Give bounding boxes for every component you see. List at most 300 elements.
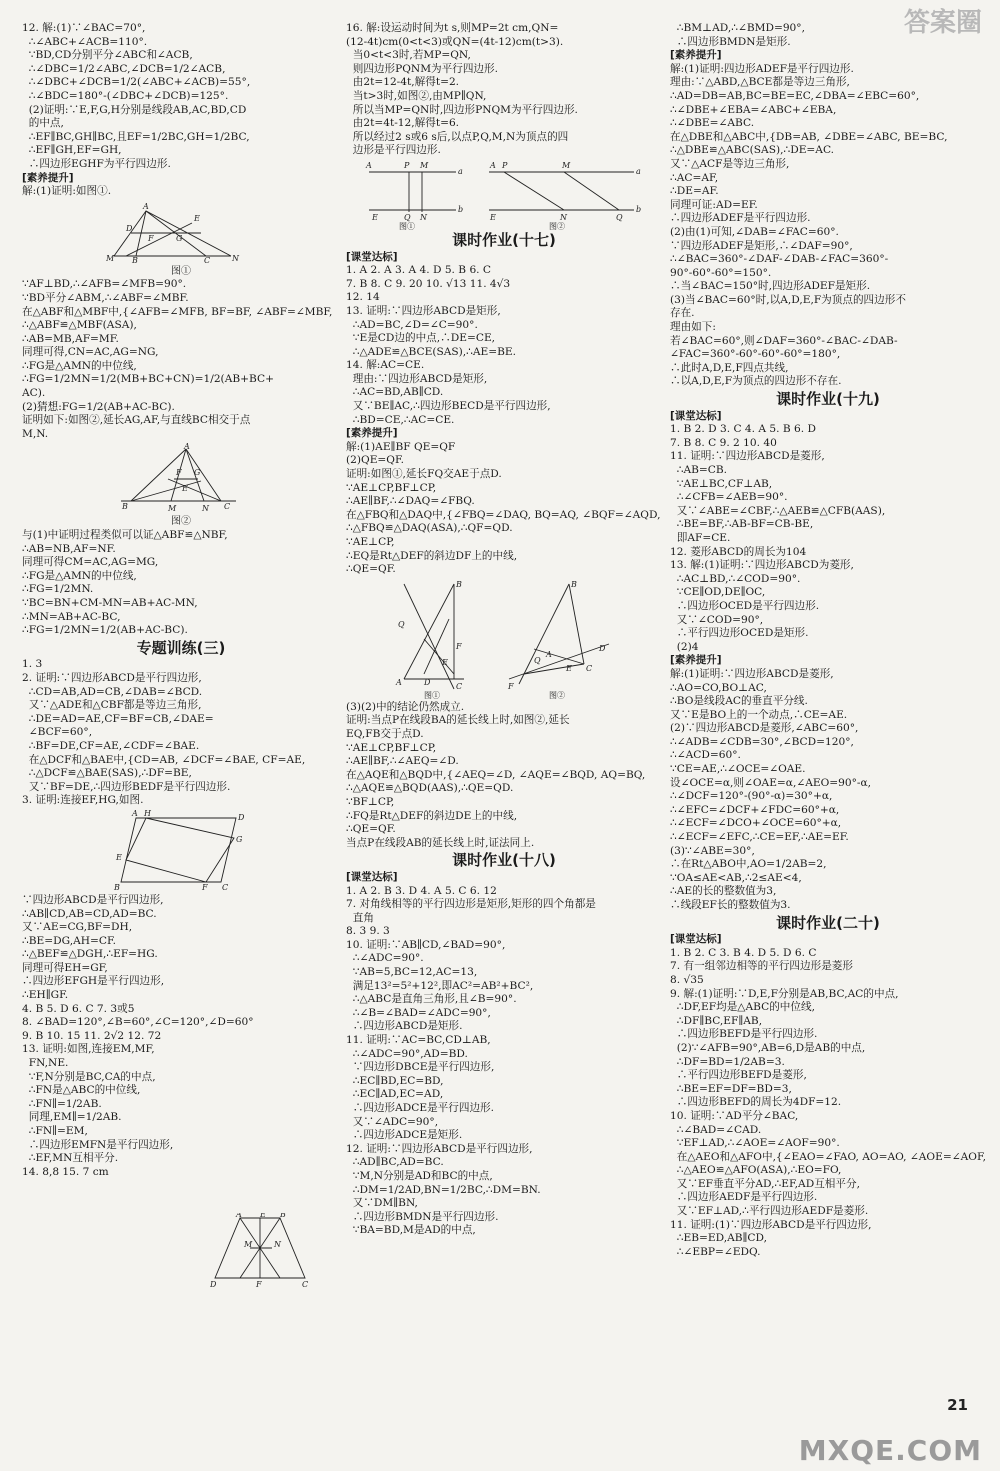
proof-figure-1 — [394, 579, 474, 699]
answer-line: 边形是平行四边形. — [346, 144, 441, 157]
figure-caption: 图② — [549, 221, 565, 230]
svg-text:M: M — [420, 160, 429, 170]
answer-line: 14. 解:AC=CE. — [346, 359, 425, 372]
answer-line: 与(1)中证明过程类似可以证△ABF≌△NBF, — [22, 529, 228, 542]
subsection-tag: [素养提升] — [22, 171, 74, 184]
svg-text:Q: Q — [398, 619, 405, 629]
answer-line: 13. 证明:如图,连接EM,MF, — [22, 1043, 155, 1056]
answer-line: 1. B 2. C 3. B 4. D 5. D 6. C — [670, 946, 817, 959]
answer-line: ∴∠DBE+∠EBA=∠ABC+∠EBA, — [670, 103, 837, 116]
svg-text:M: M — [562, 160, 571, 170]
svg-text:G: G — [236, 834, 243, 844]
answer-line: 1. A 2. A 3. A 4. D 5. B 6. C — [346, 264, 492, 277]
svg-text:N: N — [274, 1240, 281, 1249]
answer-line: 1. A 2. B 3. D 4. A 5. C 6. 12 — [346, 884, 497, 897]
answer-line: ∴△ABC是直角三角形,且∠B=90°. — [346, 993, 517, 1006]
answer-line: 解:(1)证明:如图①. — [22, 185, 112, 198]
svg-text:M: M — [168, 504, 177, 514]
svg-text:P: P — [502, 160, 508, 170]
svg-text:B: B — [571, 579, 577, 589]
answer-line: ∴△DBE≌△ABC(SAS),∴DE=AC. — [670, 144, 835, 157]
answer-line: ∵AF⊥BD,∴∠AFB=∠MFB=90°. — [22, 278, 187, 291]
answer-line: ∴此时A,D,E,F四点共线, — [670, 361, 789, 374]
answer-line: ∴∠ACD=60°. — [670, 749, 741, 762]
answer-line: 7. B 8. C 9. 20 10. √13 11. 4√3 — [346, 277, 511, 290]
answer-line: ∴AD=DB=AB,BC=BE=EC,∠DBA=∠EBC=60°, — [670, 89, 920, 102]
answer-line: 8. 3 9. 3 — [346, 925, 390, 938]
answer-line: ∵E是CD边的中点,∴DE=CE, — [346, 332, 496, 345]
answer-line: ∴四边形BEFD的周长为4DF=12. — [670, 1096, 842, 1109]
figure-caption: 图① — [399, 221, 415, 230]
figure-caption: 图② — [171, 516, 191, 528]
trapezoid-figure — [210, 1213, 310, 1288]
page-number: 21 — [947, 1396, 968, 1414]
answer-line: ∴∠BAC=360°-∠DAF-∠DAB-∠FAC=360°- — [670, 253, 889, 266]
svg-text:E: E — [116, 852, 122, 862]
answer-line: 又∵△ACF是等边三角形, — [670, 157, 790, 170]
answer-line: 12. 解:(1)∵∠BAC=70°, — [22, 22, 146, 34]
proof-figure-2 — [504, 579, 614, 699]
answer-line: (3)当∠BAC=60°时,以A,D,E,F为顶点的四边形不 — [670, 293, 906, 306]
answer-line: 又∵BF=DE,∴四边形BEDF是平行四边形. — [22, 780, 231, 793]
answer-line: ∴AC⊥BD,∴∠COD=90°. — [670, 572, 801, 585]
answer-line: ∴EC∥AD,EC=AD, — [346, 1088, 444, 1101]
answer-line: 90°-60°-60°=150°. — [670, 266, 772, 279]
answer-line: M,N. — [22, 427, 49, 440]
svg-text:N: N — [232, 253, 239, 263]
svg-text:C: C — [204, 255, 211, 263]
answer-line: ∴BE=BF,∴AB-BF=CB-BE, — [670, 518, 814, 531]
answer-line: ∴FG是△AMN的中位线, — [22, 569, 137, 582]
answer-line: 又∵EF⊥AD,∴平行四边形AEDF是菱形. — [670, 1205, 869, 1218]
answer-line: ∴FN是△ABC的中位线, — [22, 1084, 141, 1097]
svg-text:G: G — [194, 468, 201, 478]
svg-text:A: A — [490, 160, 496, 170]
svg-text:E: E — [442, 657, 448, 667]
answer-line: 10. 证明:∵AB∥CD,∠BAD=90°, — [346, 938, 506, 951]
svg-text:M: M — [106, 253, 115, 263]
answer-line: FN,NE. — [22, 1057, 69, 1070]
answer-line: (3)(2)中的结论仍然成立. — [346, 700, 465, 713]
answer-line: ∵BD平分∠ABM,∴∠ABF=∠MBF. — [22, 291, 189, 304]
answer-line: 由2t=12-4t,解得t=2. — [346, 76, 460, 89]
answer-line: ∴EH∥GF. — [22, 989, 69, 1002]
svg-text:E: E — [260, 1213, 266, 1219]
answer-line: (2)由(1)可知,∠DAB=∠FAC=60°. — [670, 225, 839, 238]
section-heading: 课时作业(十七) — [452, 230, 556, 249]
answer-line: 1. 3 — [22, 658, 43, 671]
answer-line: ∴平行四边形OCED是矩形. — [670, 627, 809, 640]
answer-line: 又∵EF垂直平分AD,∴EF,AD互相平分, — [670, 1177, 860, 1190]
svg-text:E: E — [490, 212, 496, 222]
answer-line: ∵AB=5,BC=12,AC=13, — [346, 966, 478, 979]
answer-line: 直角 — [346, 911, 374, 924]
svg-text:E: E — [182, 484, 188, 494]
answer-line: ∴BM⊥AD,∴∠BMD=90°, — [670, 22, 805, 34]
answer-line: 12. 证明:∵四边形ABCD是平行四边形, — [346, 1142, 533, 1155]
svg-text:D: D — [210, 1280, 217, 1288]
answer-line: ∴FN∥=1/2AB. — [22, 1097, 102, 1110]
answer-line: AC). — [22, 387, 46, 400]
answer-line: 当点P在线段AB的延长线上时,证法同上. — [346, 836, 535, 849]
answer-line: ∴∠ECF=∠DCO+∠OCE=60°+α, — [670, 817, 842, 830]
column-3 — [670, 22, 986, 1259]
answer-line: 又∵∠COD=90°, — [670, 613, 764, 626]
answer-line: 14. 8,8 15. 7 cm — [22, 1165, 109, 1178]
answer-line: 同理可证:AD=EF. — [670, 198, 758, 211]
answer-line: ∴四边形AEDF是平行四边形. — [670, 1191, 818, 1204]
svg-text:Q: Q — [616, 212, 623, 222]
answer-line: 又∵AE=CG,BF=DH, — [22, 921, 133, 934]
svg-text:D: D — [126, 223, 133, 233]
answer-line: 7. B 8. C 9. 2 10. 40 — [670, 436, 777, 449]
svg-text:N: N — [420, 212, 427, 222]
answer-line: ∴△ADE≌△BCE(SAS),∴AE=BE. — [346, 345, 517, 358]
answer-line: ∵M,N分别是AD和BC的中点, — [346, 1169, 493, 1182]
answer-line: ∴在Rt△ABO中,AO=1/2AB=2, — [670, 858, 827, 871]
answer-line: ∵OA≤AE<AB,∴2≤AE<4, — [670, 871, 802, 884]
answer-line: ∴BD=CE,∴AC=CE. — [346, 413, 455, 426]
answer-line: ∴∠ADB=∠CDB=30°,∠BCD=120°, — [670, 735, 854, 748]
answer-line: ∴∠ECF=∠EFC,∴CE=EF,∴AE=EF. — [670, 831, 849, 844]
svg-text:A: A — [236, 1213, 242, 1219]
svg-text:B: B — [122, 502, 128, 512]
svg-text:E: E — [372, 212, 378, 222]
svg-text:B: B — [280, 1213, 286, 1219]
answer-line: 13. 解:(1)证明:∵四边形ABCD为菱形, — [670, 559, 854, 572]
svg-text:N: N — [560, 212, 567, 222]
svg-text:E: E — [194, 213, 200, 223]
answer-line: 由2t=4t-12,解得t=6. — [346, 117, 460, 130]
answer-line: ∵四边形DBCE是平行四边形, — [346, 1061, 495, 1074]
answer-line: 即AF=CE. — [670, 531, 731, 544]
answer-line: 理由:∵△ABD,△BCE都是等边三角形, — [670, 76, 850, 89]
answer-line: 所以经过2 s或6 s后,以点P,Q,M,N为顶点的四 — [346, 130, 569, 143]
answer-line: ∴当∠BAC=150°时,四边形ADEF是矩形. — [670, 280, 871, 293]
svg-text:C: C — [222, 882, 229, 892]
answer-line: 1. B 2. D 3. C 4. A 5. B 6. D — [670, 423, 817, 436]
answer-line: ∴四边形ABCD是矩形. — [346, 1020, 463, 1033]
answer-line: (2)∵∠AFB=90°,AB=6,D是AB的中点, — [670, 1041, 866, 1054]
answer-line: ∴∠EFC=∠DCF+∠FDC=60°+α, — [670, 803, 840, 816]
svg-text:Q: Q — [534, 655, 541, 665]
answer-line: ∴∠DBE=∠ABC. — [670, 117, 755, 130]
svg-text:b: b — [458, 204, 464, 214]
answer-line: 同理可得,CN=AC,AG=NG, — [22, 346, 159, 359]
answer-line: ∴四边形BEFD是平行四边形. — [670, 1028, 818, 1041]
column-2 — [346, 22, 662, 1238]
svg-text:A: A — [143, 201, 149, 211]
answer-line: ∴DE=AD=AE,CF=BF=CB,∠DAE= — [22, 712, 214, 725]
answer-line: 12. 菱形ABCD的周长为104 — [670, 545, 807, 558]
answer-line: ∴DF∥BC,EF∥AB, — [670, 1014, 763, 1027]
figure-caption: 图① — [424, 690, 440, 699]
answer-line: ∴线段EF长的整数值为3. — [670, 899, 791, 911]
answer-line: 证明:如图①,延长FQ交AE于点D. — [346, 468, 502, 481]
answer-line: ∴∠DCF=120°-(90°-α)=30°+α, — [670, 790, 833, 803]
answer-line: 12. 14 — [346, 291, 380, 304]
answer-line: ∴AC=AF, — [670, 171, 719, 184]
answer-line: ∵CE=AE,∴∠OCE=∠OAE. — [670, 763, 806, 776]
answer-line: 16. 解:设运动时间为t s,则MP=2t cm,QN= — [346, 22, 559, 34]
watermark-top: 答案圈 — [903, 8, 982, 38]
answer-line: 在△AQE和△BQD中,{∠AEQ=∠D, ∠AQE=∠BQD, AQ=BQ, — [346, 768, 646, 781]
svg-text:F: F — [176, 468, 182, 478]
answer-line: ∴△DCF≌△BAE(SAS),∴DF=BE, — [22, 767, 192, 780]
answer-line: ∴DE=AF. — [670, 185, 719, 198]
answer-line: ∵BD,CD分别平分∠ABC和∠ACB, — [22, 49, 193, 62]
answer-line: 同理可得CM=AC,AG=MG, — [22, 556, 159, 569]
answer-line: ∴∠B=∠BAD=∠ADC=90°, — [346, 1006, 491, 1019]
answer-line: 所以当MP=QN时,四边形PNQM为平行四边形. — [346, 103, 578, 116]
answer-line: 同理,EM∥=1/2AB. — [22, 1111, 122, 1124]
svg-text:A: A — [396, 677, 402, 687]
answer-line: 10. 证明:∵AD平分∠BAC, — [670, 1109, 799, 1122]
answer-line: ∴四边形ADCE是矩形. — [346, 1129, 463, 1142]
triangle-figure-2 — [116, 443, 246, 513]
answer-line: 同理可得EH=GF, — [22, 961, 108, 974]
subsection-tag: [课堂达标] — [670, 933, 722, 946]
answer-line: ∴∠DBC+∠DCB=1/2(∠ABC+∠ACB)=55°, — [22, 76, 251, 89]
answer-line: 的中点, — [22, 117, 64, 130]
answer-line: 8. ∠BAD=120°,∠B=60°,∠C=120°,∠D=60° — [22, 1016, 254, 1029]
svg-text:E: E — [566, 663, 572, 673]
answer-line: ∴四边形ADCE是平行四边形. — [346, 1102, 495, 1114]
answer-line: 证明如下:如图②,延长AG,AF,与直线BC相交于点 — [22, 414, 251, 427]
figure-caption: 图② — [549, 690, 565, 699]
answer-line: ∴BE=EF=DF=BD=3, — [670, 1082, 792, 1095]
answer-line: ∵四边形ABCD是平行四边形, — [22, 893, 164, 906]
answer-line: 又∵△ADE和△CBF都是等边三角形, — [22, 699, 202, 712]
answer-line: (2)∵四边形ABCD是菱形,∠ABC=60°, — [670, 722, 859, 735]
answer-line: ∴FN∥=EM, — [22, 1125, 88, 1137]
answer-line: ∴EB=ED,AB∥CD, — [670, 1232, 768, 1245]
section-heading: 课时作业(十九) — [776, 390, 880, 409]
svg-text:C: C — [456, 681, 463, 691]
answer-line: 8. √35 — [670, 973, 704, 986]
subsection-tag: [课堂达标] — [670, 409, 722, 422]
section-heading: 课时作业(二十) — [776, 913, 880, 932]
answer-line: 13. 证明:∵四边形ABCD是矩形, — [346, 304, 501, 317]
svg-text:H: H — [144, 809, 151, 818]
svg-text:F: F — [456, 641, 462, 651]
answer-line: 在△DCF和△BAE中,{CD=AB, ∠DCF=∠BAE, CF=AE, — [22, 753, 306, 766]
answer-line: ∴EF∥GH,EF=GH, — [22, 144, 122, 157]
answer-line: 证明:当点P在线段BA的延长线上时,如图②,延长 — [346, 714, 570, 727]
answer-line: ∴AD=BC,∠D=∠C=90°. — [346, 318, 478, 331]
answer-line: 在△DBE和△ABC中,{DB=AB, ∠DBE=∠ABC, BE=BC, — [670, 130, 948, 143]
svg-text:D: D — [238, 812, 245, 822]
watermark-bottom: MXQE.COM — [798, 1434, 982, 1467]
svg-text:a: a — [636, 166, 641, 176]
answer-line: ∴EF∥BC,GH∥BC,且EF=1/2BC,GH=1/2BC, — [22, 130, 250, 143]
svg-text:A: A — [132, 809, 138, 818]
answer-line: ∴AB=CB. — [670, 464, 728, 476]
answer-line: ∵四边形ADEF是矩形,∴∠DAF=90°, — [670, 239, 853, 252]
answer-line: ∴BO是线段AC的垂直平分线. — [670, 695, 808, 708]
answer-line: ∴AE∥BF,∴∠AEQ=∠D. — [346, 755, 459, 768]
answer-line: ∴AB∥CD,AB=CD,AD=BC. — [22, 907, 157, 920]
answer-line: ∴以A,D,E,F为顶点的四边形不存在. — [670, 375, 842, 388]
svg-text:B: B — [132, 255, 138, 263]
answer-line: 11. 证明:∵四边形ABCD是菱形, — [670, 450, 825, 463]
answer-line: (2)猜想:FG=1/2(AB+AC-BC). — [22, 400, 175, 413]
answer-line: ∴BE=DG,AH=CF. — [22, 934, 117, 947]
answer-line: 在△FBQ和△DAQ中,{∠FBQ=∠DAQ, BQ=AQ, ∠BQF=∠AQD, — [346, 508, 661, 521]
answer-line: ∵AE⊥CP, — [346, 536, 395, 548]
answer-line: ∵BC=BN+CM-MN=AB+AC-MN, — [22, 597, 198, 609]
svg-text:B: B — [456, 579, 462, 589]
answer-line: ∴四边形EFGH是平行四边形, — [22, 975, 165, 988]
answer-line: (2)证明:∵E,F,G,H分别是线段AB,AC,BD,CD — [22, 103, 247, 116]
answer-line: EQ,FB交于点D. — [346, 727, 424, 740]
subsection-tag: [素养提升] — [670, 49, 722, 62]
answer-line: ∴EQ是Rt△DEF的斜边DF上的中线, — [346, 549, 518, 562]
answer-line: 又∵DM∥BN, — [346, 1197, 418, 1210]
svg-text:A: A — [546, 649, 552, 659]
answer-line: ∵F,N分别是BC,CA的中点, — [22, 1070, 156, 1083]
answer-line: 理由如下: — [670, 321, 716, 334]
answer-line: ∴△FBQ≌△DAQ(ASA),∴QF=QD. — [346, 522, 513, 535]
answer-line: ∴△AEO≌△AFO(ASA),∴EO=FO, — [670, 1164, 842, 1177]
answer-line: ∵BF⊥CP, — [346, 795, 395, 808]
answer-line: ∴△AQE≌△BQD(AAS),∴QE=QD. — [346, 782, 514, 795]
answer-line: ∴AD∥BC,AD=BC. — [346, 1156, 444, 1169]
answer-line: 7. 有一组邻边相等的平行四边形是菱形 — [670, 960, 853, 973]
answer-line: ∴∠ADC=90°. — [346, 952, 424, 965]
answer-line: ∴△BEF≌△DGH,∴EF=HG. — [22, 948, 158, 961]
answer-line: ∴∠CFB=∠AEB=90°. — [670, 491, 788, 504]
svg-text:F: F — [148, 233, 154, 243]
svg-text:C: C — [224, 502, 231, 512]
answer-line: ∴四边形EGHF为平行四边形. — [22, 157, 171, 170]
answer-line: ∴FG是△AMN的中位线, — [22, 359, 137, 372]
svg-text:P: P — [404, 160, 410, 170]
answer-line: ∴DM=1/2AD,BN=1/2BC,∴DM=BN. — [346, 1183, 541, 1196]
svg-text:D: D — [424, 677, 431, 687]
answer-line: 又∵BE∥AC,∴四边形BECD是平行四边形, — [346, 400, 551, 413]
answer-line: ∴四边形ADEF是平行四边形. — [670, 212, 811, 225]
answer-line: ∴EF,MN互相平分. — [22, 1152, 119, 1165]
answer-line: ∴∠DBC=1/2∠ABC,∠DCB=1/2∠ACB, — [22, 62, 226, 75]
subsection-tag: [素养提升] — [670, 654, 722, 667]
answer-line: 7. 对角线相等的平行四边形是矩形,矩形的四个角都是 — [346, 898, 596, 911]
answer-line: 在△AEO和△AFO中,{∠EAO=∠FAO, AO=AO, ∠AOE=∠AOF, — [670, 1150, 986, 1163]
answer-line: ∴△ABF≌△MBF(ASA), — [22, 319, 137, 332]
svg-text:B: B — [114, 882, 120, 892]
svg-text:a: a — [458, 166, 463, 176]
answer-line: 2. 证明:∵四边形ABCD是平行四边形, — [22, 671, 202, 684]
parallelogram-figure — [106, 810, 256, 892]
answer-line: ∴DF,EF均是△ABC的中位线, — [670, 1001, 815, 1014]
answer-line: ∵AE⊥BC,CF⊥AB, — [670, 477, 773, 490]
answer-line: 当0<t<3时,若MP=QN, — [346, 49, 471, 62]
answer-line: 当t>3时,如图②,由MP∥QN, — [346, 89, 487, 102]
answer-line: 解:(1)证明:∵四边形ABCD是菱形, — [670, 667, 834, 680]
answer-line: ∴FG=1/2MN. — [22, 583, 94, 596]
answer-line: ∴FG=1/2MN=1/2(AB+AC-BC). — [22, 624, 188, 637]
answer-line: ∴AE的长的整数值为3, — [670, 885, 777, 898]
subsection-tag: [课堂达标] — [346, 870, 398, 883]
answer-line: 9. B 10. 15 11. 2√2 12. 72 — [22, 1029, 162, 1042]
section-heading: 专题训练(三) — [136, 638, 226, 657]
svg-text:A: A — [184, 443, 190, 452]
figure-caption: 图① — [171, 265, 191, 277]
answer-line: ∴CD=AB,AD=CB,∠DAB=∠BCD. — [22, 685, 203, 698]
svg-text:F: F — [256, 1280, 262, 1288]
answer-line: (12-4t)cm(0<t<3)或QN=(4t-12)cm(t>3). — [346, 35, 564, 48]
answer-line: 理由:∵四边形ABCD是矩形, — [346, 372, 488, 385]
answer-line: (2)QE=QF. — [346, 454, 405, 467]
answer-line: ∴AB=NB,AF=NF. — [22, 542, 116, 555]
answer-line: 解:(1)AE∥BF QE=QF — [346, 440, 456, 453]
answer-line: 则四边形PQNM为平行四边形. — [346, 62, 498, 75]
svg-text:Q: Q — [404, 212, 411, 222]
svg-text:M: M — [244, 1240, 253, 1249]
answer-line: ∠BCF=60°, — [22, 726, 93, 739]
answer-line: ∴∠ABC+∠ACB=110°. — [22, 35, 148, 48]
answer-line: ∴FG=1/2MN=1/2(MB+BC+CN)=1/2(AB+BC+ — [22, 373, 274, 386]
svg-text:G: G — [176, 233, 183, 243]
svg-text:C: C — [586, 663, 593, 673]
answer-line: ∴平行四边形BEFD是菱形, — [670, 1069, 807, 1082]
answer-line: 11. 证明:∵AC=BC,CD⊥AB, — [346, 1034, 491, 1047]
answer-line: ∴FQ是Rt△DEF的斜边DE上的中线, — [346, 809, 518, 822]
subsection-tag: [课堂达标] — [346, 250, 398, 263]
answer-line: ∴四边形BMDN是平行四边形. — [346, 1210, 499, 1223]
motion-figures — [364, 160, 644, 230]
answer-line: (3)∵∠ABE=30°, — [670, 844, 755, 857]
proof-figures — [346, 579, 662, 699]
svg-text:b: b — [636, 204, 642, 214]
svg-text:A: A — [366, 160, 372, 170]
answer-line: 3. 证明:连接EF,HG,如图. — [22, 794, 144, 807]
svg-text:D: D — [599, 643, 606, 653]
answer-line: 满足13²=5²+12²,即AC²=AB²+BC², — [346, 979, 534, 992]
svg-text:N: N — [202, 504, 209, 514]
answer-line: 设∠OCE=α,则∠OAE=α,∠AEO=90°-α, — [670, 776, 872, 789]
answer-line: 若∠BAC=60°,则∠DAF=360°-∠BAC-∠DAB- — [670, 334, 898, 347]
answer-line: 又∵∠ABE=∠CBF,∴△AEB≌△CFB(AAS), — [670, 504, 886, 517]
answer-line: 又∵E是BO上的一个动点,∴CE=AE. — [670, 708, 848, 721]
column-1 — [22, 22, 340, 1179]
answer-line: ∴∠BAD=∠CAD. — [670, 1123, 762, 1136]
answer-line: ∴DF=BD=1/2AB=3. — [670, 1055, 785, 1068]
answer-line: ∴四边形EMFN是平行四边形, — [22, 1138, 174, 1151]
motion-figure-1 — [364, 160, 464, 230]
answer-line: ∴BF=DE,CF=AE,∠CDF=∠BAE. — [22, 739, 200, 752]
answer-line: ∵CE∥OD,DE∥OC, — [670, 586, 766, 599]
answer-line: 4. B 5. D 6. C 7. 3或5 — [22, 1002, 135, 1015]
answer-line: ∵AE⊥CP,BF⊥CP, — [346, 741, 437, 754]
section-heading: 课时作业(十八) — [452, 851, 556, 870]
answer-line: ∴四边形BMDN是矩形. — [670, 35, 791, 48]
answer-line: 又∵∠ADC=90°, — [346, 1115, 439, 1128]
answer-line: ∴∠BDC=180°-(∠DBC+∠DCB)=125°. — [22, 89, 229, 102]
svg-text:F: F — [508, 681, 514, 691]
motion-figure-2 — [484, 160, 644, 230]
svg-text:C: C — [302, 1280, 309, 1288]
answer-line: ∴QE=QF. — [346, 823, 396, 836]
answer-line: 9. 解:(1)证明:∵D,E,F分别是AB,BC,AC的中点, — [670, 987, 899, 1000]
answer-line: ∴QE=QF. — [346, 563, 396, 576]
answer-line: ∵AE⊥CP,BF⊥CP, — [346, 481, 437, 494]
answer-line: 11. 证明:(1)∵四边形ABCD是平行四边形, — [670, 1218, 872, 1231]
answer-line: ∴AC=BD,AB∥CD. — [346, 386, 444, 399]
answer-line: ∴∠ADC=90°,AD=BD. — [346, 1047, 468, 1060]
answer-line: 存在. — [670, 307, 695, 320]
answer-line: ∵BA=BD,M是AD的中点, — [346, 1224, 476, 1237]
